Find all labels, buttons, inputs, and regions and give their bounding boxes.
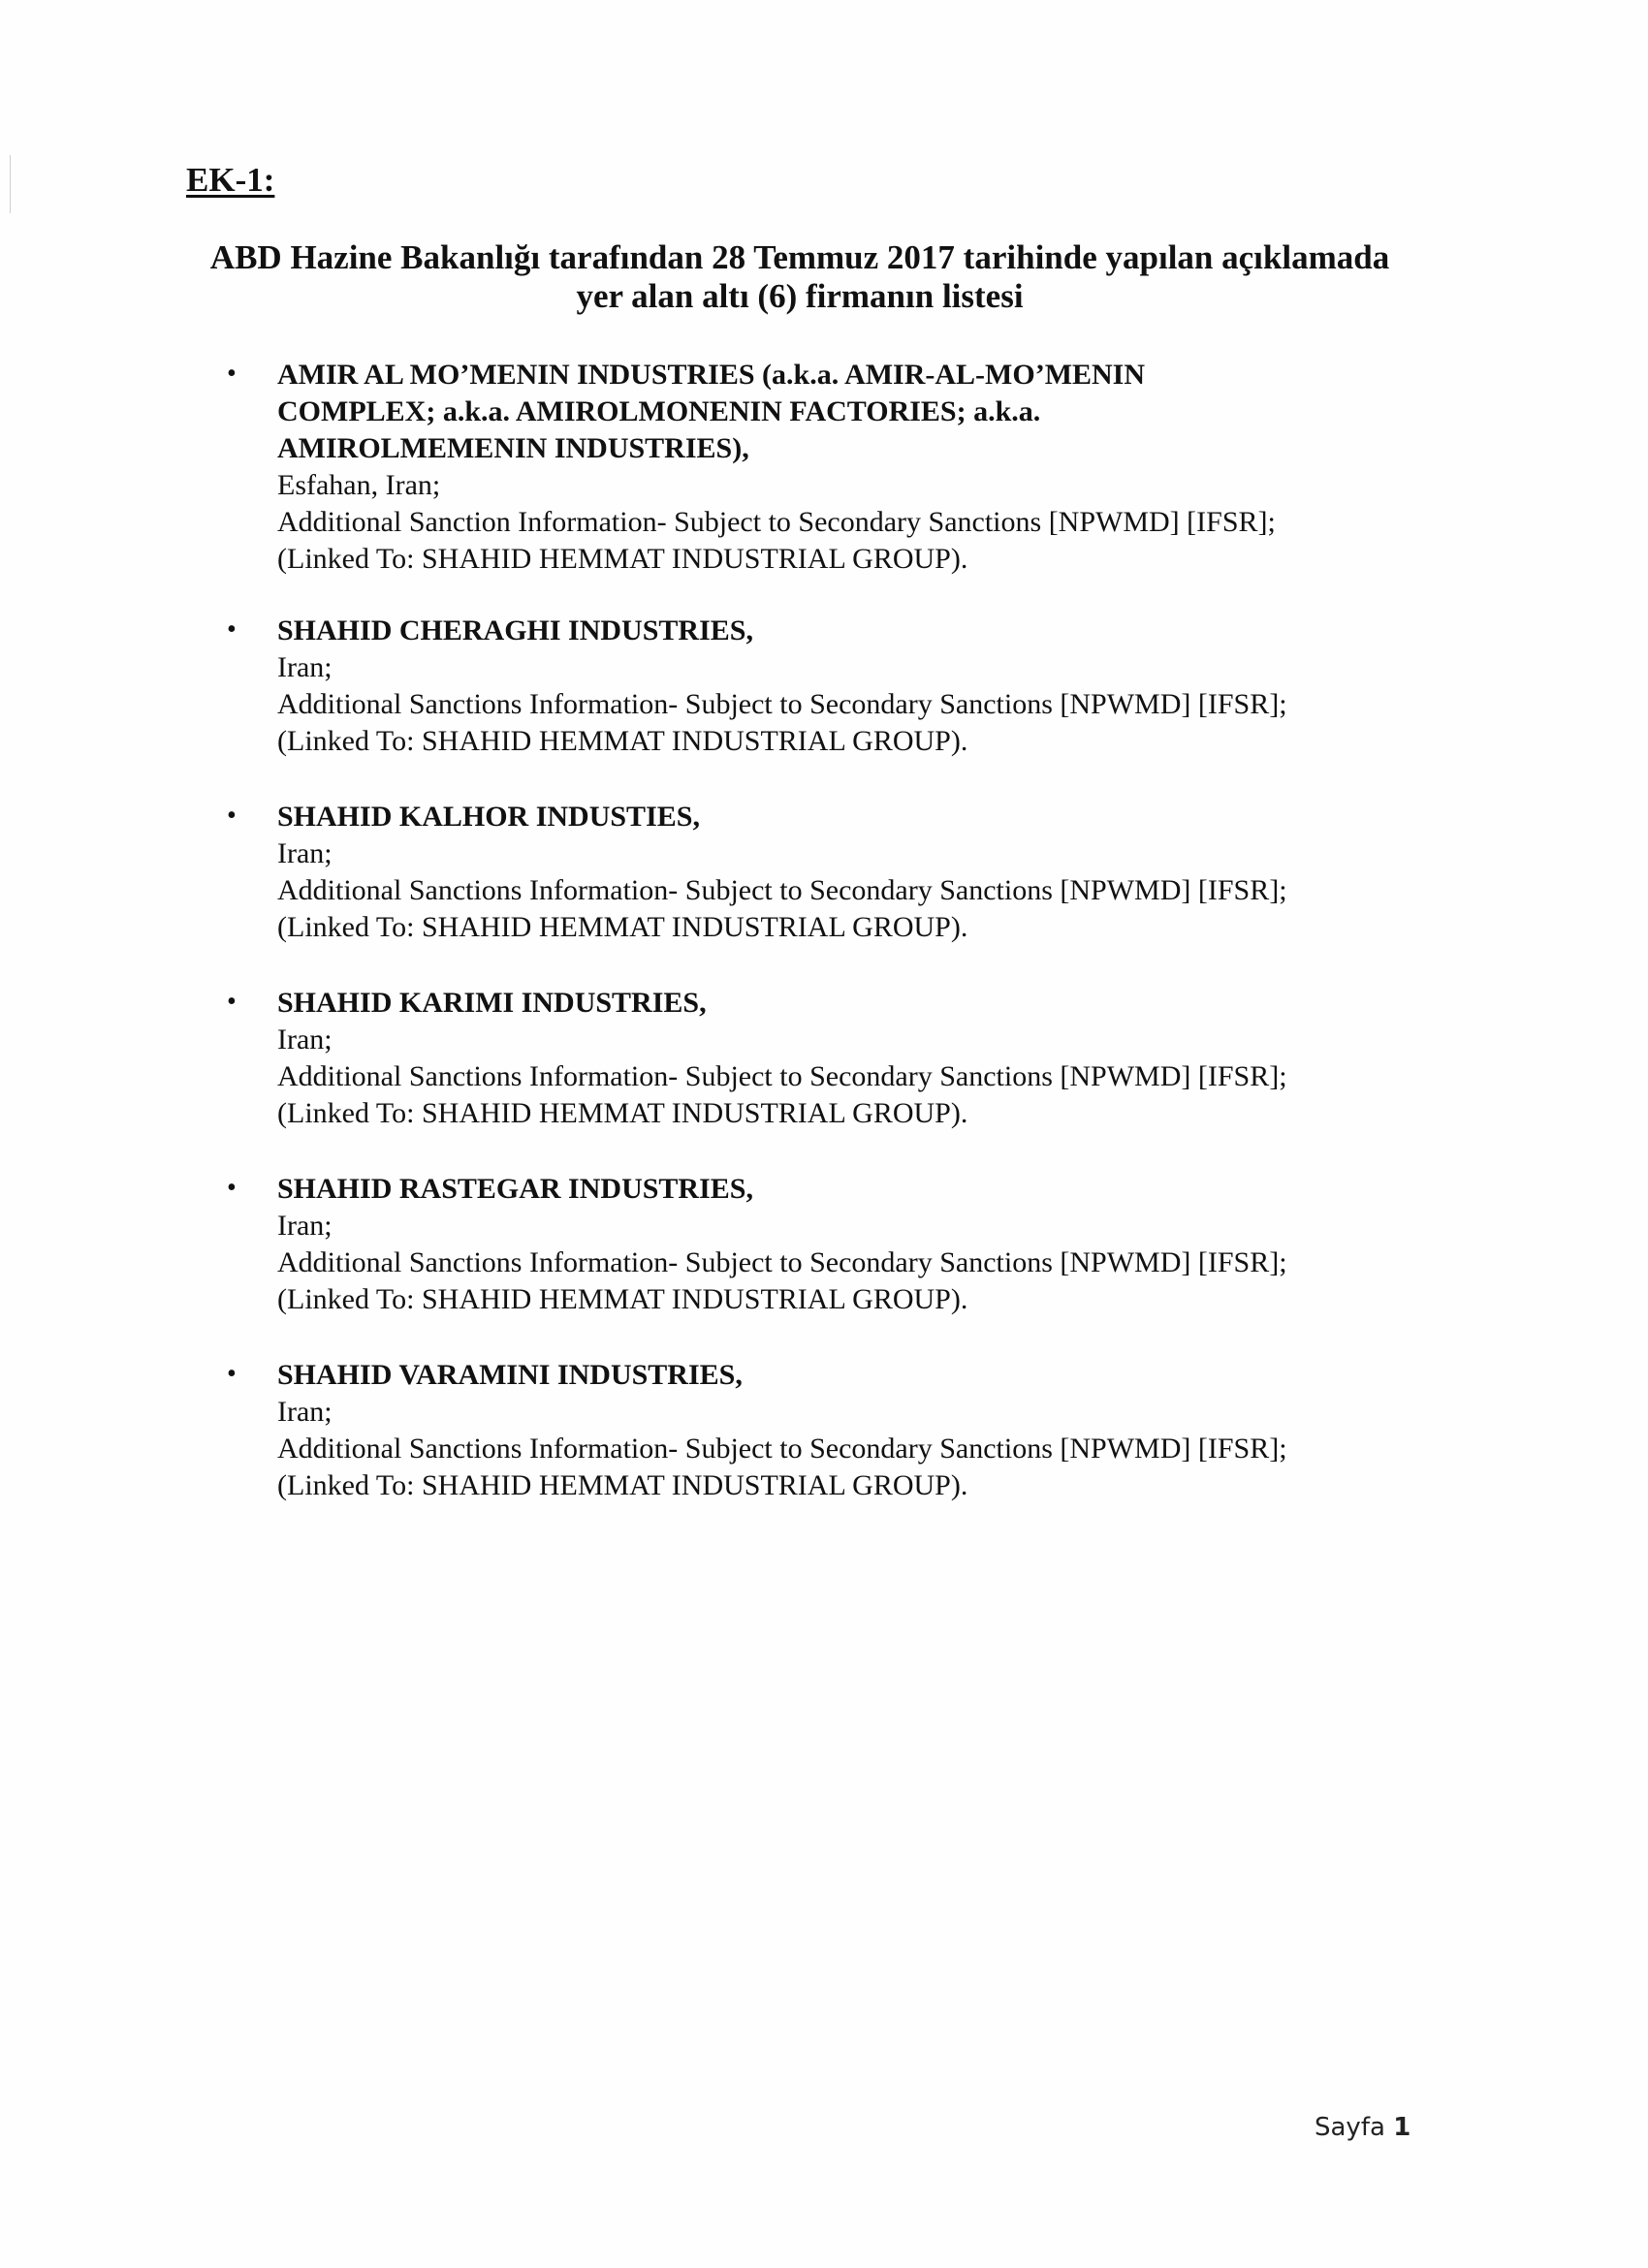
firm-name: SHAHID KARIMI INDUSTRIES, [277, 987, 707, 1019]
document-title [174, 238, 1425, 316]
firm-location: Iran; [277, 651, 333, 683]
firm-location: Esfahan, Iran; [277, 469, 441, 501]
document-title-line-2: yer alan altı (6) firmanın listesi [576, 277, 1024, 315]
firm-sanction-info: Additional Sanctions Information- Subject to Secondary Sanctions [NPWMD] [IFSR]; [277, 1060, 1287, 1092]
firm-entry [277, 1357, 1421, 1504]
page-footer [1315, 2113, 1410, 2142]
page-footer-label: Sayfa [1315, 2113, 1385, 2142]
firm-linked-to: (Linked To: SHAHID HEMMAT INDUSTRIAL GROUP). [277, 1283, 968, 1315]
firm-linked-to: (Linked To: SHAHID HEMMAT INDUSTRIAL GROUP). [277, 543, 968, 575]
firm-location: Iran; [277, 1024, 333, 1055]
firm-sanction-info: Additional Sanctions Information- Subject to Secondary Sanctions [NPWMD] [IFSR]; [277, 688, 1287, 720]
page-number: 1 [1393, 2113, 1411, 2142]
firm-name: SHAHID RASTEGAR INDUSTRIES, [277, 1173, 753, 1205]
firm-sanction-info: Additional Sanction Information- Subject to Secondary Sanctions [NPWMD] [IFSR]; [277, 506, 1276, 538]
firm-entry [277, 1171, 1421, 1318]
bullet-icon: • [227, 614, 237, 645]
firm-entry [277, 985, 1421, 1132]
firm-sanction-info: Additional Sanctions Information- Subject to Secondary Sanctions [NPWMD] [IFSR]; [277, 874, 1287, 906]
bullet-icon: • [227, 801, 237, 831]
firm-name: AMIR AL MO’MENIN INDUSTRIES (a.k.a. AMIR-AL-MO’MENIN COMPLEX; a.k.a. AMIROLMONENIN FACTORIES; a.k.a. AMIROLMEMENIN INDUSTRIES), [277, 359, 1146, 464]
firm-linked-to: (Linked To: SHAHID HEMMAT INDUSTRIAL GROUP). [277, 911, 968, 943]
scan-edge-mark [10, 155, 11, 213]
firm-sanction-info: Additional Sanctions Information- Subject to Secondary Sanctions [NPWMD] [IFSR]; [277, 1246, 1287, 1278]
bullet-icon: • [227, 1173, 237, 1203]
firm-name: SHAHID CHERAGHI INDUSTRIES, [277, 614, 753, 646]
annex-label: EK-1: [186, 161, 275, 199]
document-title-line-1: ABD Hazine Bakanlığı tarafından 28 Temmuz 2017 tarihinde yapılan açıklamada [209, 238, 1390, 276]
firm-linked-to: (Linked To: SHAHID HEMMAT INDUSTRIAL GROUP). [277, 725, 968, 757]
firm-location: Iran; [277, 837, 333, 869]
firm-name: SHAHID KALHOR INDUSTIES, [277, 801, 700, 833]
firm-entry [277, 613, 1421, 760]
firm-linked-to: (Linked To: SHAHID HEMMAT INDUSTRIAL GROUP). [277, 1097, 968, 1129]
firm-location: Iran; [277, 1396, 333, 1428]
firm-location: Iran; [277, 1210, 333, 1242]
firm-name: SHAHID VARAMINI INDUSTRIES, [277, 1359, 743, 1391]
bullet-icon: • [227, 987, 237, 1017]
firm-sanction-info: Additional Sanctions Information- Subject to Secondary Sanctions [NPWMD] [IFSR]; [277, 1433, 1287, 1465]
firm-entry [277, 799, 1421, 946]
bullet-icon: • [227, 1359, 237, 1389]
bullet-icon: • [227, 359, 237, 389]
firm-entry [277, 357, 1421, 578]
firm-linked-to: (Linked To: SHAHID HEMMAT INDUSTRIAL GROUP). [277, 1469, 968, 1501]
